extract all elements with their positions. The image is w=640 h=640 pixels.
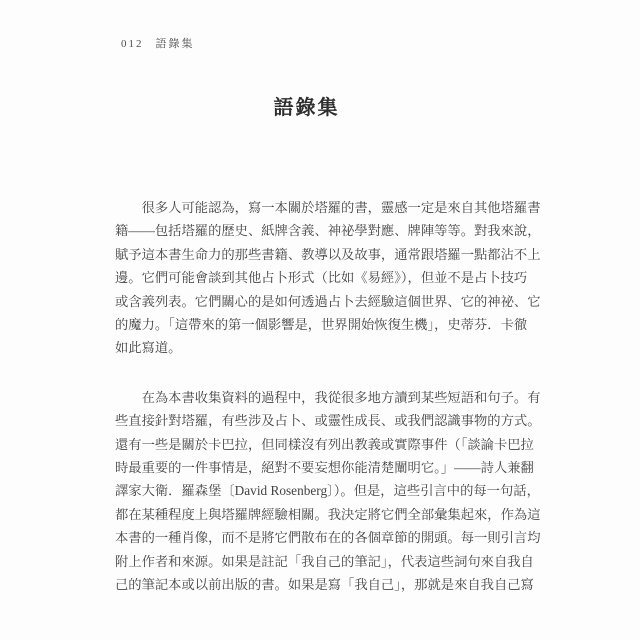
text-line: 邊。它們可能會談到其他占卜形式（比如《易經》），但並不是占卜技巧 [115,270,528,286]
text-line: 都在某種程度上與塔羅牌經驗相關。我決定將它們全部彙集起來，作為這 [115,506,541,522]
text-line: 在為本書收集資料的過程中，我從很多地方讀到某些短語和句子。有 [141,389,541,405]
paragraph [115,196,543,360]
text-line: 附上作者和來源。如果是註記「我自己的筆記」，代表這些詞句來自我自 [115,553,534,569]
text-line: 還有一些是關於卡巴拉，但同樣沒有列出教義或實際事件（「談論卡巴拉 [115,436,534,452]
text-line: 本書的一種肖像，而不是將它們散布在的各個章節的開頭。每一則引言均 [115,530,541,546]
text-line: 己的筆記本或以前出版的書。如果是寫「我自己」，那就是來自我自己寫 [115,577,534,593]
text-line: 如此寫道。 [115,340,182,356]
text-line: 籍——包括塔羅的歷史、紙牌含義、神祕學對應、牌陣等等。對我來說， [115,223,541,239]
paragraph [115,386,543,597]
text-line: 時最重要的一件事情是，絕對不要妄想你能清楚闡明它。」——詩人兼翻 [115,460,534,476]
text-line: 很多人可能認為，寫一本關於塔羅的書，靈感一定是來自其他塔羅書 [141,200,541,215]
body-text [115,196,543,597]
text-line: 或含義列表。它們關心的是如何透過占卜去經驗這個世界、它的神祕、它 [115,293,541,309]
page-number: 012 [121,38,144,50]
text-line: 賦予這本書生命力的那些書籍、教導以及故事，通常跟塔羅一點都沾不上 [115,246,541,262]
text-line: 些直接針對塔羅，有些涉及占卜、或靈性成長、或我們認識事物的方式。 [115,413,541,429]
running-head-title: 語錄集 [155,38,195,50]
running-head [121,35,195,51]
text-line: 譯家大衛．羅森堡〔David Rosenberg〕）。但是，這些引言中的每一句話， [115,483,540,499]
chapter-title: 語錄集 [273,97,340,119]
text-line: 的魔力。「這帶來的第一個影響是，世界開始恢復生機」，史蒂芬．卡徹 [115,317,528,333]
